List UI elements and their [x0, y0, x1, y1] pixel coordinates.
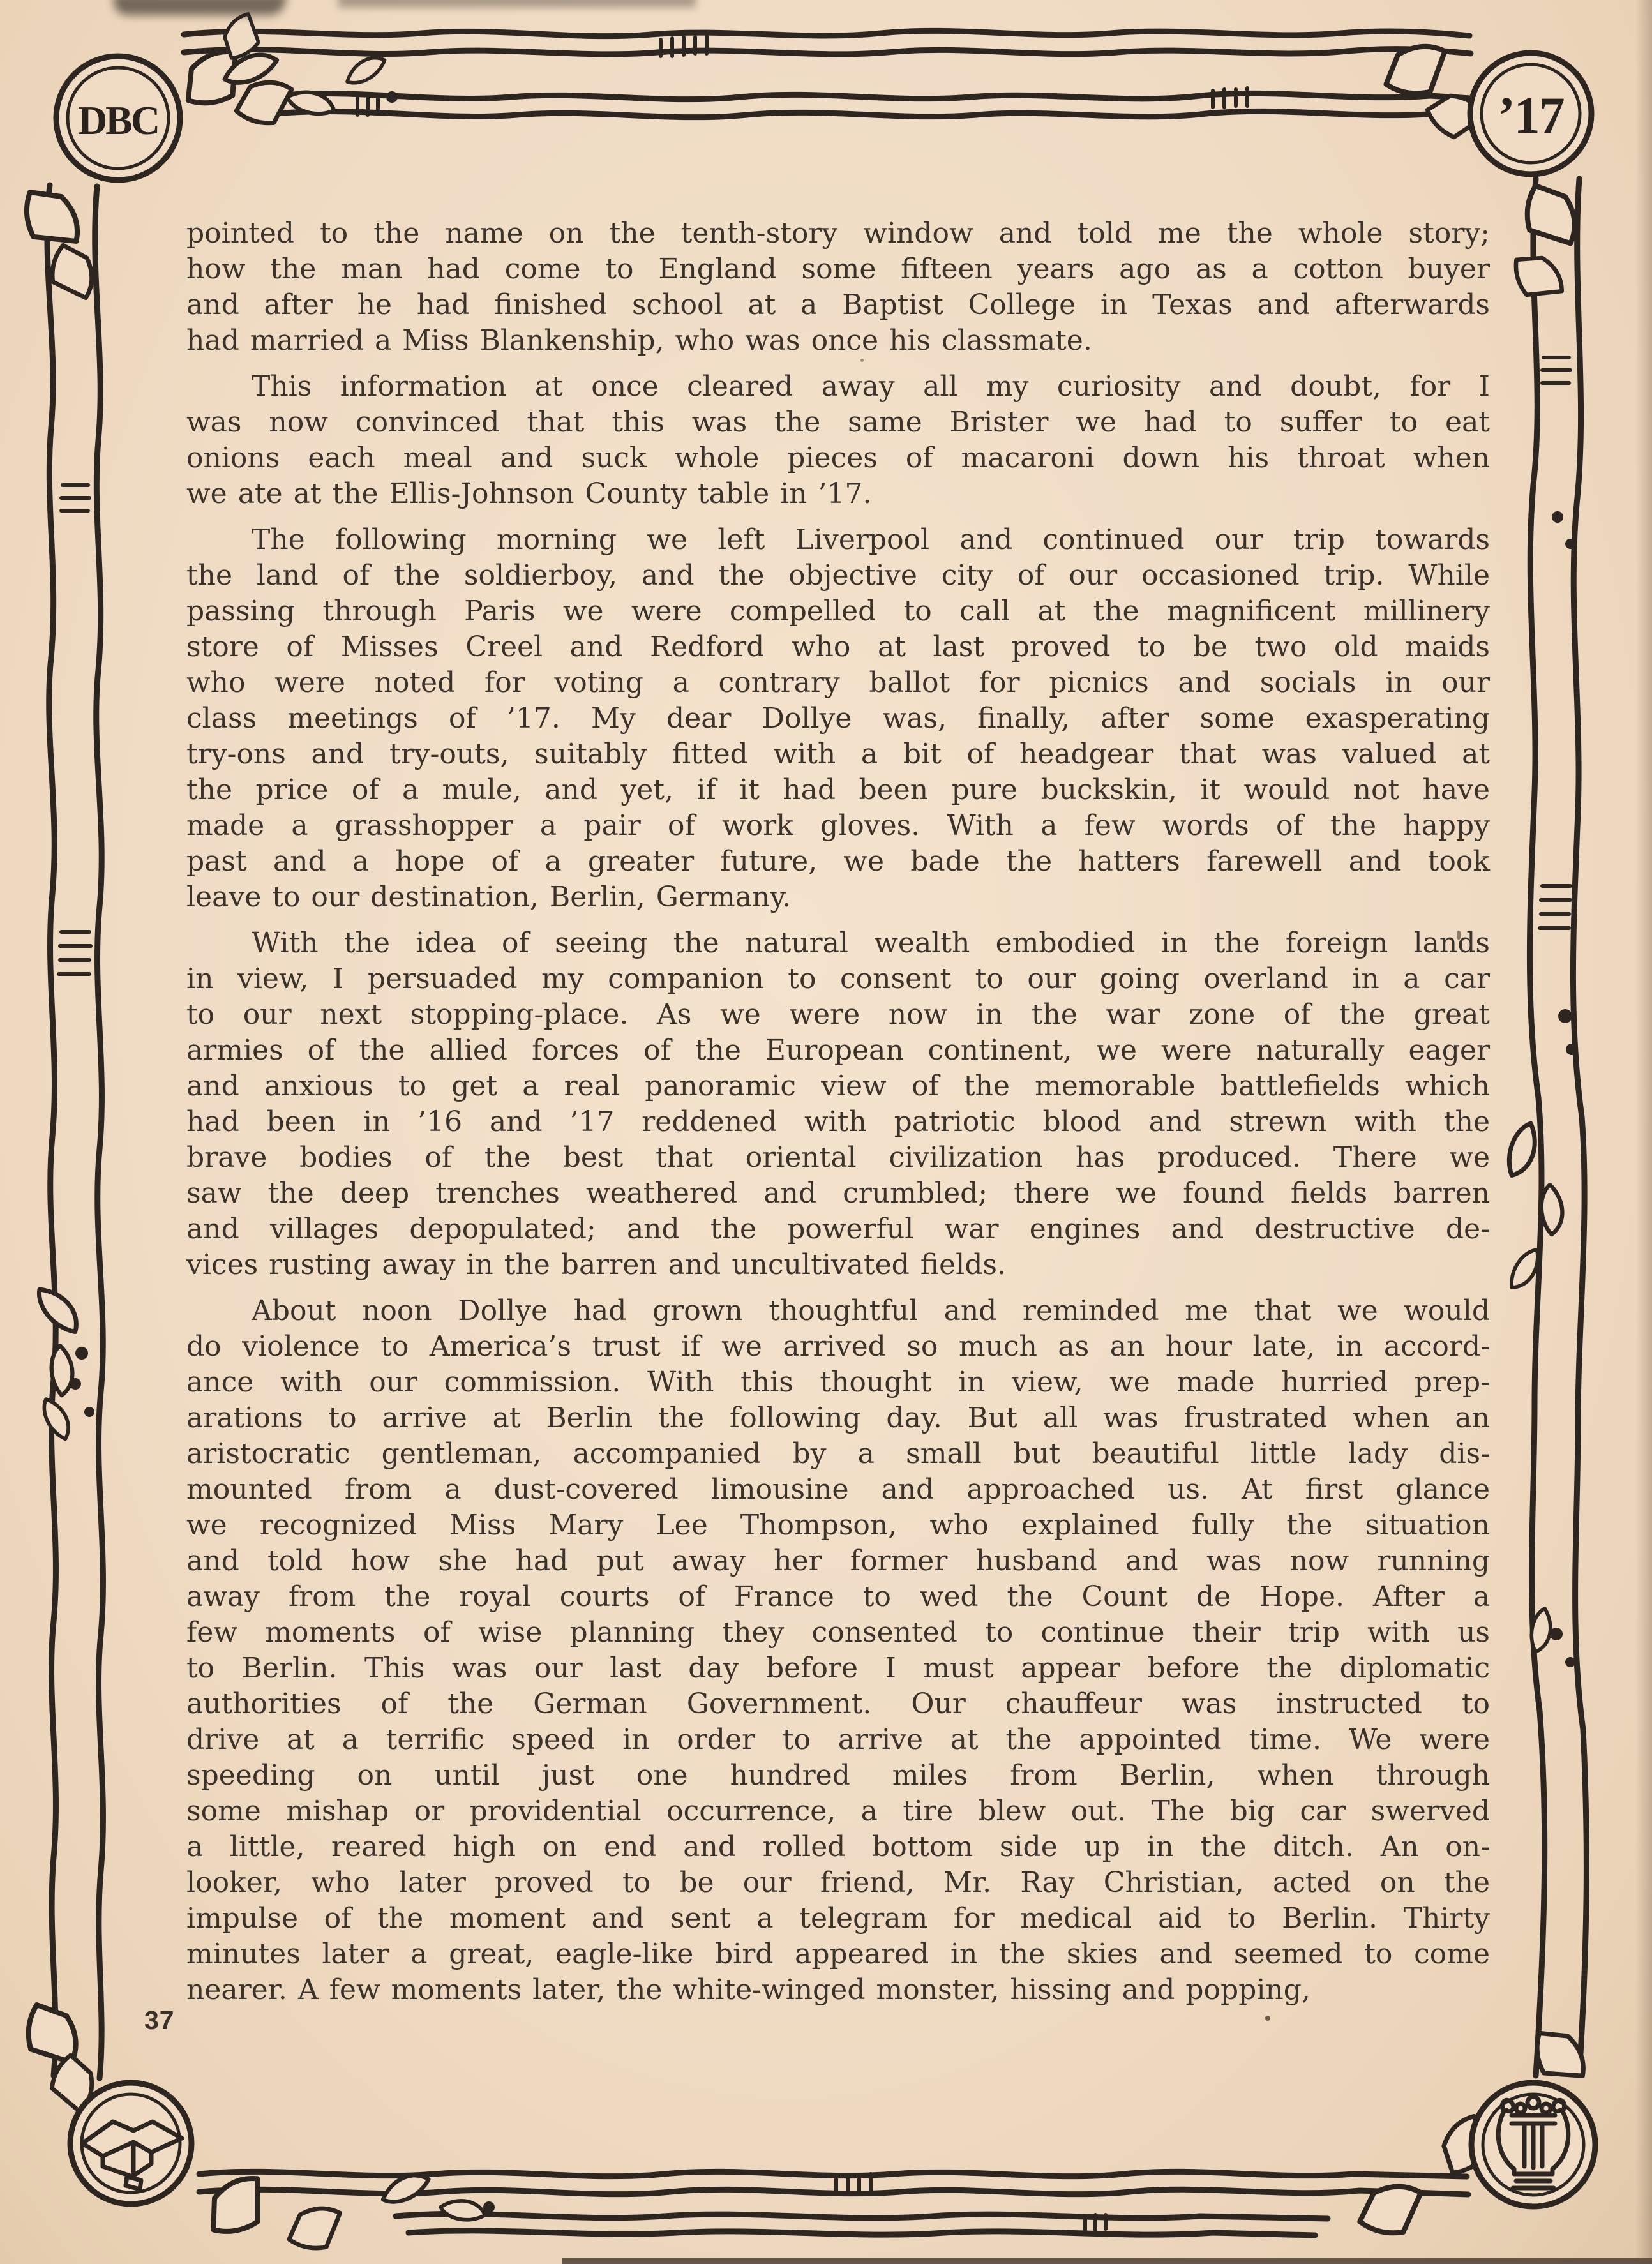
text-line: looker, who later proved to be our friend, Mr. Ray Christian, acted on the — [186, 1866, 1490, 1899]
text-line: authorities of the German Government. Our chauffeur was instructed to — [186, 1688, 1490, 1720]
text-line: mounted from a dust-covered limousine and approached us. At first glance — [186, 1473, 1490, 1506]
text-line: in view, I persuaded my companion to consent to our going overland in a car — [186, 963, 1490, 995]
text-line: few moments of wise planning they consented to continue their trip with us — [186, 1616, 1490, 1649]
text-line: and after he had finished school at a Baptist College in Texas and afterwards — [186, 289, 1490, 321]
text-block — [186, 216, 1490, 2018]
text-line: aristocratic gentleman, accompanied by a small but beautiful little lady dis- — [186, 1437, 1490, 1470]
page-edge-shadow — [1635, 0, 1652, 2264]
text-line: who were noted for voting a contrary ballot for picnics and socials in our — [186, 666, 1490, 699]
border-left-band — [47, 185, 103, 2078]
paragraph — [186, 522, 1490, 915]
text-line: and villages depopulated; and the powerful war engines and destructive de- — [186, 1213, 1490, 1245]
text-line: With the idea of seeing the natural wealth embodied in the foreign lands — [252, 927, 1490, 959]
text-line: a little, reared high on end and rolled bottom side up in the ditch. An on- — [186, 1831, 1490, 1863]
text-line: had been in ’16 and ’17 reddened with patriotic blood and strewn with the — [186, 1106, 1490, 1138]
text-line: made a grasshopper a pair of work gloves. With a few words of the happy — [186, 809, 1490, 842]
scan-edge-line — [562, 2258, 1652, 2264]
text-line: to Berlin. This was our last day before I must appear before the diplomatic — [186, 1652, 1490, 1684]
text-line: saw the deep trenches weathered and crumbled; there we found fields barren — [186, 1177, 1490, 1210]
text-line: and told how she had put away her former husband and was now running — [186, 1545, 1490, 1577]
text-line: vices rusting away in the barren and uncultivated fields. — [186, 1248, 1006, 1281]
text-line: we recognized Miss Mary Lee Thompson, who explained fully the situation — [186, 1509, 1490, 1541]
text-line: drive at a terrific speed in order to arrive at the appointed time. We were — [186, 1723, 1490, 1756]
border-right-band — [1529, 179, 1586, 2076]
text-line: class meetings of ’17. My dear Dollye was, finally, after some exasperating — [186, 702, 1490, 735]
text-line: impulse of the moment and sent a telegram for medical aid to Berlin. Thirty — [186, 1902, 1490, 1935]
text-line: brave bodies of the best that oriental civilization has produced. There we — [186, 1141, 1490, 1174]
text-line: try-ons and try-outs, suitably fitted with a bit of headgear that was valued at — [186, 738, 1490, 770]
text-line: passing through Paris we were compelled to call at the magnificent millinery — [186, 595, 1490, 627]
text-line: minutes later a great, eagle-like bird appeared in the skies and seemed to come — [186, 1938, 1490, 1970]
paragraph — [186, 369, 1490, 512]
class-year-text: ’17 — [1498, 86, 1564, 144]
text-line: The following morning we left Liverpool and continued our trip towards — [252, 523, 1490, 556]
text-line: how the man had come to England some fifteen years ago as a cotton buyer — [186, 253, 1490, 285]
text-line: do violence to America’s trust if we arrived so much as an hour late, in accord- — [186, 1330, 1490, 1363]
text-line: was now convinced that this was the same Brister we had to suffer to eat — [186, 406, 1490, 439]
text-line: armies of the allied forces of the European continent, we were naturally eager — [186, 1034, 1490, 1067]
text-line: away from the royal courts of France to wed the Count de Hope. After a — [186, 1580, 1490, 1613]
text-line: the land of the soldierboy, and the objective city of our occasioned trip. While — [186, 559, 1490, 592]
text-line: past and a hope of a greater future, we bade the hatters farewell and took — [186, 845, 1490, 878]
text-line: the price of a mule, and yet, if it had been pure buckskin, it would not have — [186, 774, 1490, 806]
monogram-text: DBC — [77, 98, 159, 143]
text-line: pointed to the name on the tenth-story window and told me the whole story; — [186, 217, 1490, 250]
text-line: ance with our commission. With this thought in view, we made hurried prep- — [186, 1366, 1490, 1398]
text-line: leave to our destination, Berlin, Germany. — [186, 881, 792, 913]
text-line: arations to arrive at Berlin the following day. But all was frustrated when an — [186, 1402, 1490, 1434]
text-line: speeding on until just one hundred miles from Berlin, when through — [186, 1759, 1490, 1792]
text-line: and anxious to get a real panoramic view of the memorable battlefields which — [186, 1070, 1490, 1102]
page-number: 37 — [144, 2005, 175, 2035]
text-line: to our next stopping-place. As we were now in the war zone of the great — [186, 998, 1490, 1031]
text-line: store of Misses Creel and Redford who at last proved to be two old maids — [186, 631, 1490, 663]
text-line: About noon Dollye had grown thoughtful and reminded me that we would — [252, 1294, 1490, 1327]
scan-smudge — [114, 0, 286, 15]
text-line: some mishap or providential occurrence, a tire blew out. The big car swerved — [186, 1795, 1490, 1827]
text-line: had married a Miss Blankenship, who was once his classmate. — [186, 324, 1092, 357]
text-line: nearer. A few moments later, the white-winged monster, hissing and popping, — [186, 1974, 1310, 2006]
paragraph — [186, 216, 1490, 359]
paragraph — [186, 1293, 1490, 2008]
text-line: This information at once cleared away all my curiosity and doubt, for I — [252, 370, 1490, 403]
border-top-band — [184, 31, 1492, 117]
text-line: onions each meal and suck whole pieces of macaroni down his throat when — [186, 442, 1490, 474]
paragraph — [186, 926, 1490, 1283]
scan-smudge-faint — [338, 0, 696, 8]
text-line: we ate at the Ellis-Johnson County table in ’17. — [186, 477, 872, 510]
